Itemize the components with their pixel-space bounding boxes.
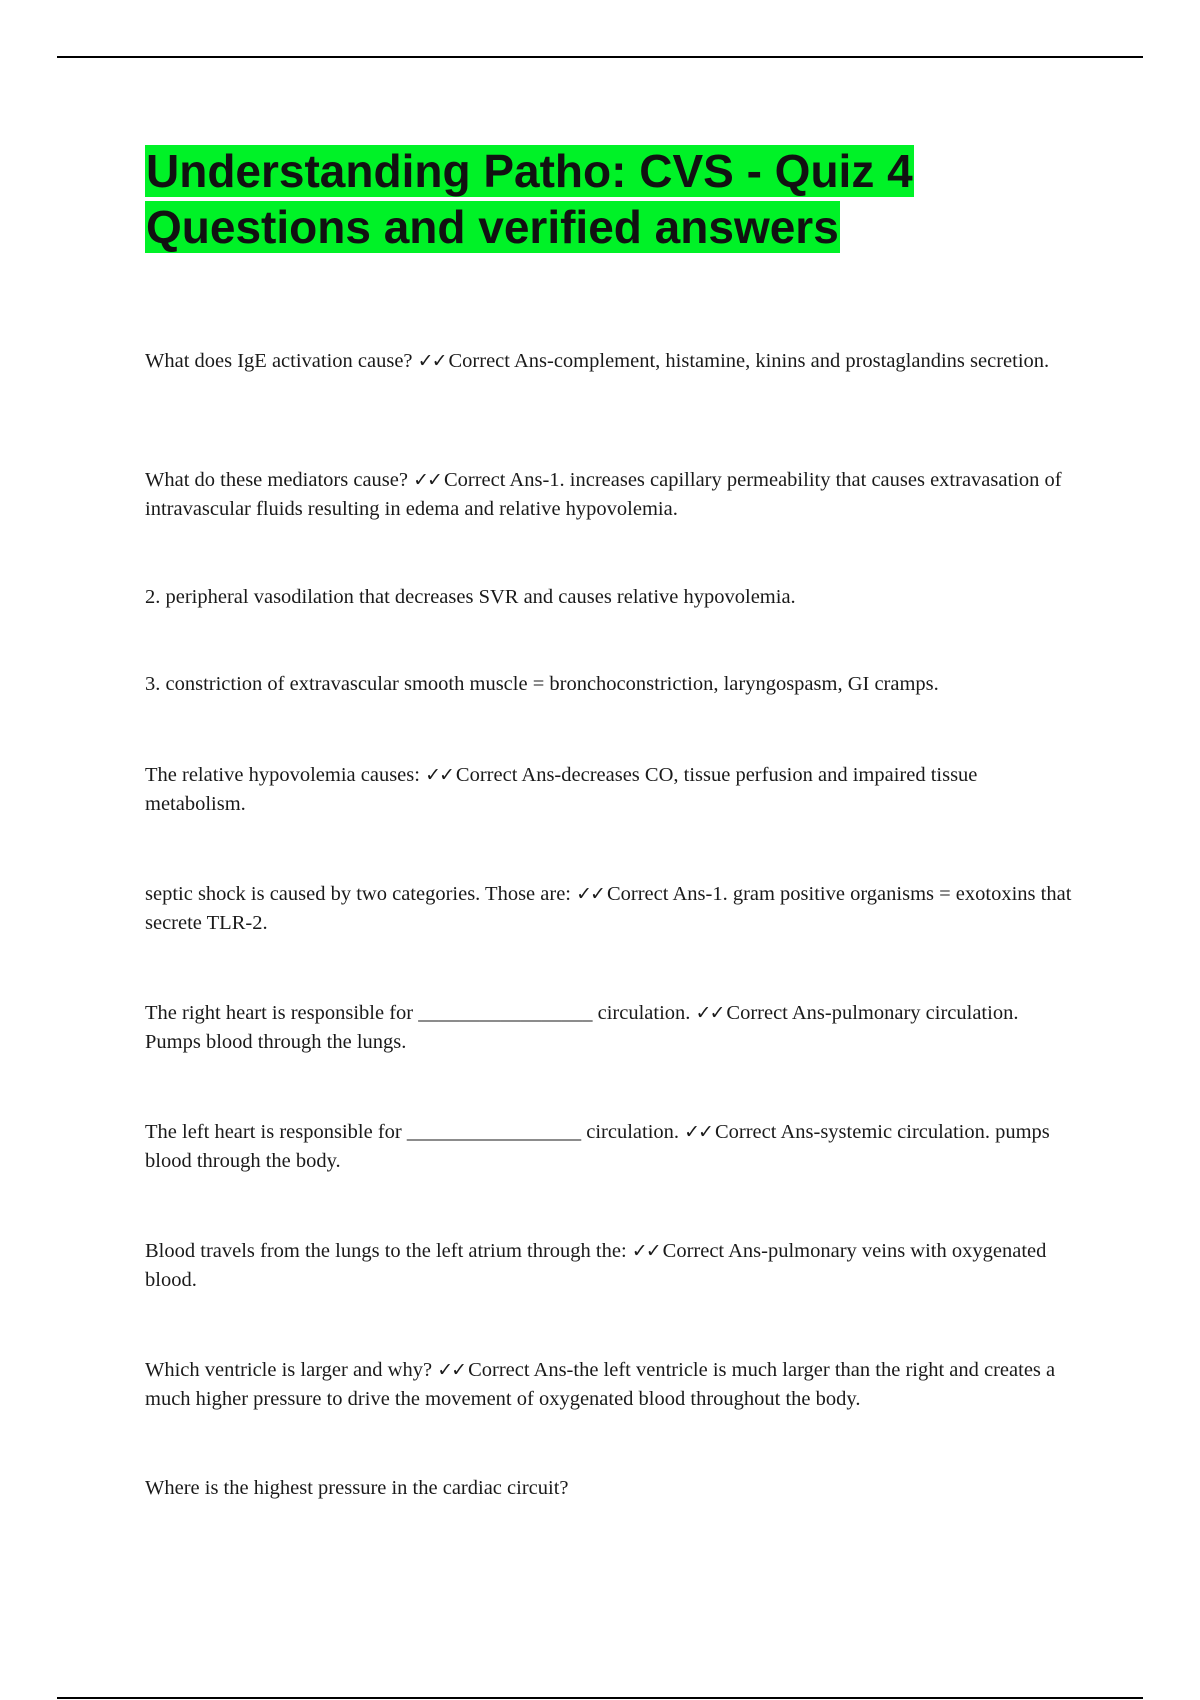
qa-item	[145, 466, 1075, 523]
answer-text: 1. increases capillary permeability that causes extravasation of intravascular fluids resulting in edema and relative hypovolemia.	[145, 469, 1062, 520]
qa-item	[145, 670, 1075, 699]
question-text: The relative hypovolemia causes:	[145, 764, 420, 786]
answer-text: pulmonary circulation. Pumps blood through the lungs.	[145, 1002, 1019, 1053]
double-check-icon: ✓✓	[413, 469, 441, 491]
bottom-rule	[57, 1697, 1143, 1699]
question-text: septic shock is caused by two categories. Those are:	[145, 883, 572, 905]
answer-prefix: Correct Ans-	[726, 1002, 832, 1024]
question-text: Which ventricle is larger and why?	[145, 1359, 433, 1381]
double-check-icon: ✓✓	[695, 1002, 724, 1024]
double-check-icon: ✓✓	[576, 883, 604, 905]
qa-item	[145, 1118, 1075, 1175]
qa-item	[145, 1237, 1075, 1294]
answer-text: pulmonary veins with oxygenated blood.	[145, 1240, 1047, 1291]
answer-prefix: Correct Ans-	[448, 350, 554, 372]
double-check-icon: ✓✓	[684, 1121, 712, 1143]
qa-item	[145, 347, 1075, 376]
qa-item	[145, 880, 1075, 937]
answer-prefix: Correct Ans-	[714, 1121, 821, 1143]
title-line-2: Questions and verified answers	[146, 201, 839, 253]
question-text: What does IgE activation cause?	[145, 350, 413, 372]
continuation-text: 2. peripheral vasodilation that decreases SVR and causes relative hypovolemia.	[145, 586, 796, 608]
qa-item	[145, 1474, 1075, 1503]
answer-text: complement, histamine, kinins and prostaglandins secretion.	[553, 350, 1050, 372]
question-text: Blood travels from the lungs to the left atrium through the:	[145, 1240, 627, 1262]
document-title	[145, 143, 985, 255]
qa-item	[145, 999, 1075, 1056]
answer-text: 1. gram positive organisms = exotoxins that secrete TLR-2.	[145, 883, 1072, 934]
answer-text: the left ventricle is much larger than the right and creates a much higher pressure to drive the movement of oxygenated blood throughout the body.	[145, 1359, 1056, 1410]
answer-prefix: Correct Ans-	[468, 1359, 574, 1381]
answer-text: systemic circulation. pumps blood through the body.	[145, 1121, 1050, 1172]
answer-prefix: Correct Ans-	[443, 469, 550, 491]
answer-prefix: Correct Ans-	[662, 1240, 768, 1262]
qa-item	[145, 761, 1075, 818]
qa-item	[145, 1356, 1075, 1413]
question-text: The right heart is responsible for _________________ circulation.	[145, 1002, 691, 1024]
answer-prefix: Correct Ans-	[606, 883, 713, 905]
question-text: The left heart is responsible for _________________ circulation.	[145, 1121, 680, 1143]
question-text: What do these mediators cause?	[145, 469, 408, 491]
double-check-icon: ✓✓	[417, 350, 446, 372]
qa-item	[145, 583, 1075, 612]
double-check-icon: ✓✓	[631, 1240, 660, 1262]
question-text: Where is the highest pressure in the cardiac circuit?	[145, 1477, 569, 1499]
double-check-icon: ✓✓	[425, 764, 453, 786]
title-line-1: Understanding Patho: CVS - Quiz 4	[146, 145, 913, 197]
top-rule	[57, 56, 1143, 58]
continuation-text: 3. constriction of extravascular smooth muscle = bronchoconstriction, laryngospasm, GI cramps.	[145, 673, 939, 695]
double-check-icon: ✓✓	[437, 1359, 466, 1381]
answer-text: decreases CO, tissue perfusion and impaired tissue metabolism.	[145, 764, 978, 815]
answer-prefix: Correct Ans-	[455, 764, 562, 786]
